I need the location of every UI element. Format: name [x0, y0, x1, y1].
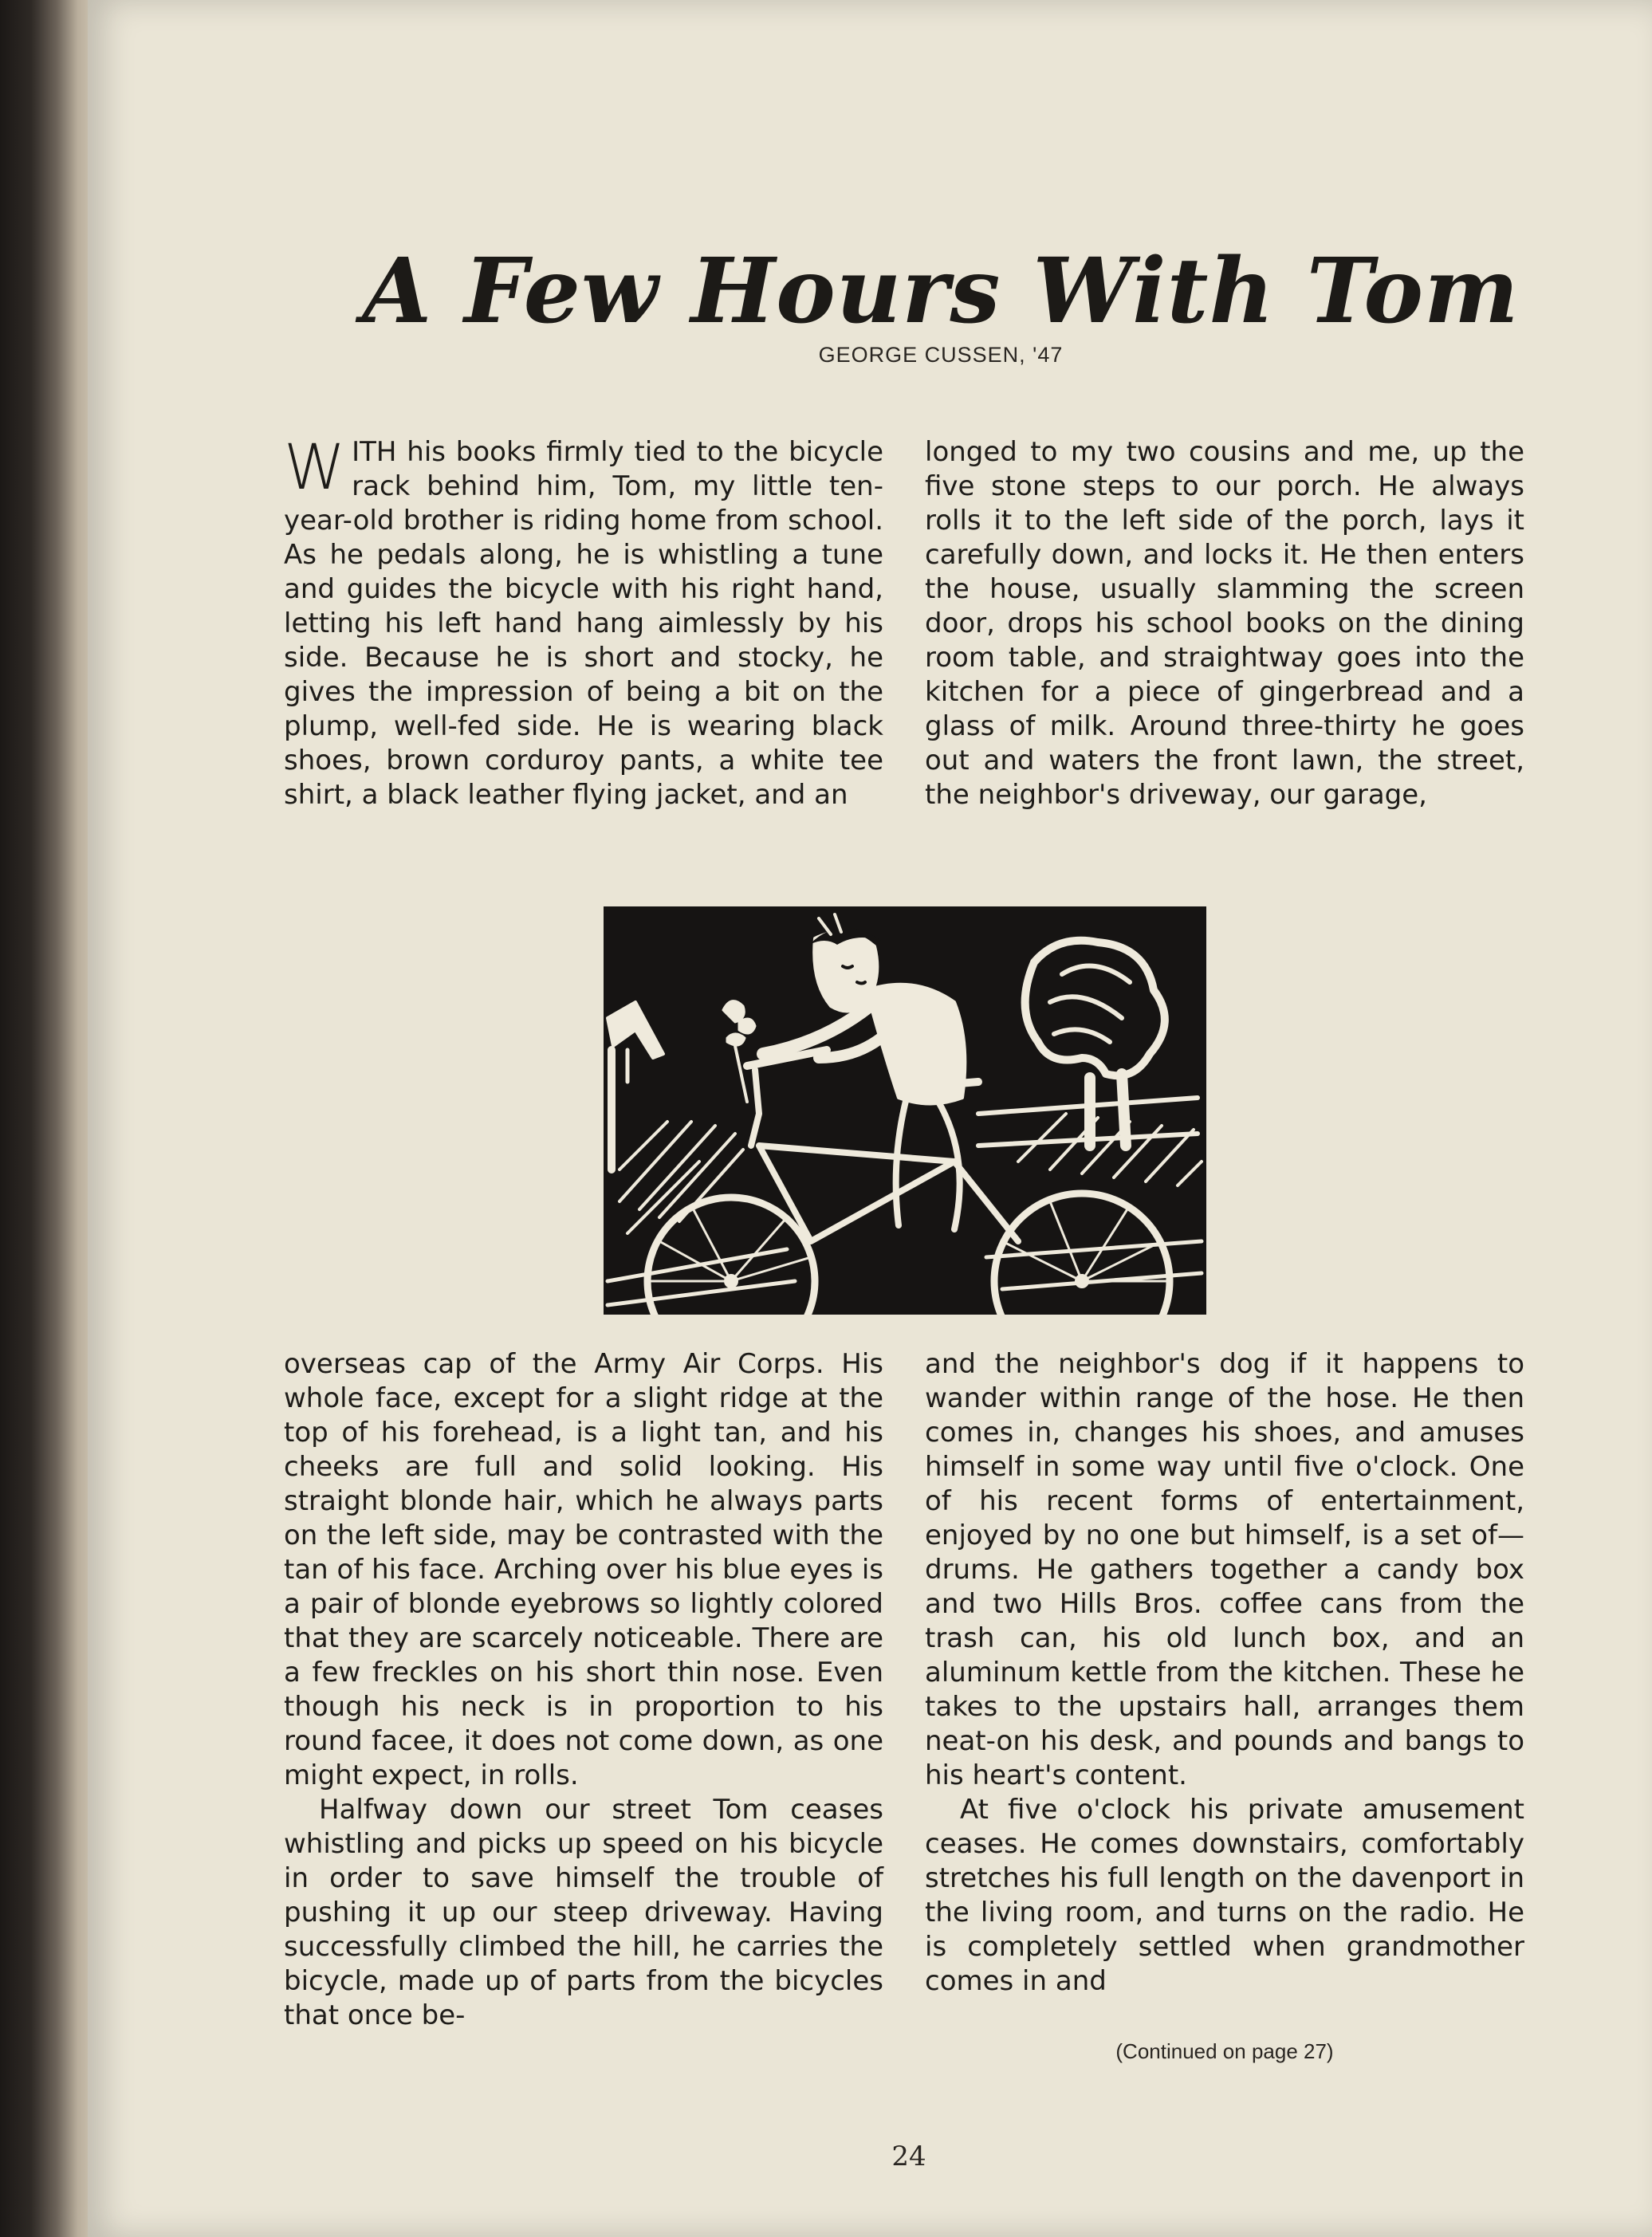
- paragraph-text: longed to my two cousins and me, up the five stone steps to our porch. He always rolls it to the left side of the porch, lays it carefully down, and locks it. He then enters the house, usually slamming the screen door, drops his school books on the dining room table, and straightway goes into the kitchen for a piece of gingerbread and a glass of milk. Around three-thirty he goes out and waters the front lawn, the street, the neighbor's driveway, our garage,: [925, 436, 1524, 811]
- paragraph-text: overseas cap of the Army Air Corps. His whole face, except for a slight ridge at the top of his forehead, is a light tan, and his cheeks are full and solid looking. His straight blonde hair, which he always parts on the left side, may be contrasted with the tan of his face. Arching over his blue eyes is a pair of blonde eyebrows so lightly colored that they are scarcely noticeable. There are a few freckles on his short thin nose. Even though his neck is in proportion to his round facee, it does not come down, as one might expect, in rolls.: [284, 1348, 883, 1791]
- article-byline: GEORGE CUSSEN, '47: [818, 343, 1064, 367]
- drop-cap: W: [284, 432, 346, 504]
- article-title: A Few Hours With Tom: [362, 239, 1520, 344]
- column-top-right: [925, 435, 1524, 812]
- column-top-left: [284, 432, 883, 812]
- continued-note: (Continued on page 27): [1115, 2039, 1334, 2063]
- column-bottom-right: [925, 1347, 1524, 1999]
- paragraph-text: At five o'clock his private amusement ceases. He comes downstairs, comfortably stretches his full length on the davenport in the living room, and turns on the radio. He is completely settled when grandmother comes in and: [925, 1794, 1524, 1997]
- paragraph-text: and the neighbor's dog if it happens to wander within range of the hose. He then comes in, changes his shoes, and amuses himself in some way until five o'clock. One of his recent forms of entertainment, enjoyed by no one but himself, is a set of—drums. He gathers together a candy box and two Hills Bros. coffee cans from the trash can, his old lunch box, and an aluminum kettle from the kitchen. These he takes to the upstairs hall, arranges them neat-on his desk, and pounds and bangs to his heart's content.: [925, 1348, 1524, 1791]
- column-bottom-left: [284, 1347, 883, 2033]
- paragraph-text: Halfway down our street Tom ceases whistling and picks up speed on his bicycle in order to save himself the trouble of pushing it up our steep driveway. Having successfully climbed the hill, he carries the bicycle, made up of parts from the bicycles that once be-: [284, 1794, 883, 2031]
- paragraph-text: ITH his books firmly tied to the bicycle rack behind him, Tom, my little ten-year-old brother is riding home from school. As he pedals along, he is whistling a tune and guides the bicycle with his right hand, letting his left hand hang aimlessly by his side. Because he is short and stocky, he gives the impression of being a bit on the plump, well-fed side. He is wearing black shoes, brown corduroy pants, a white tee shirt, a black leather flying jacket, and an: [284, 436, 883, 811]
- bicycle-woodcut-illustration: [604, 906, 1206, 1315]
- page-number: 24: [891, 2141, 926, 2172]
